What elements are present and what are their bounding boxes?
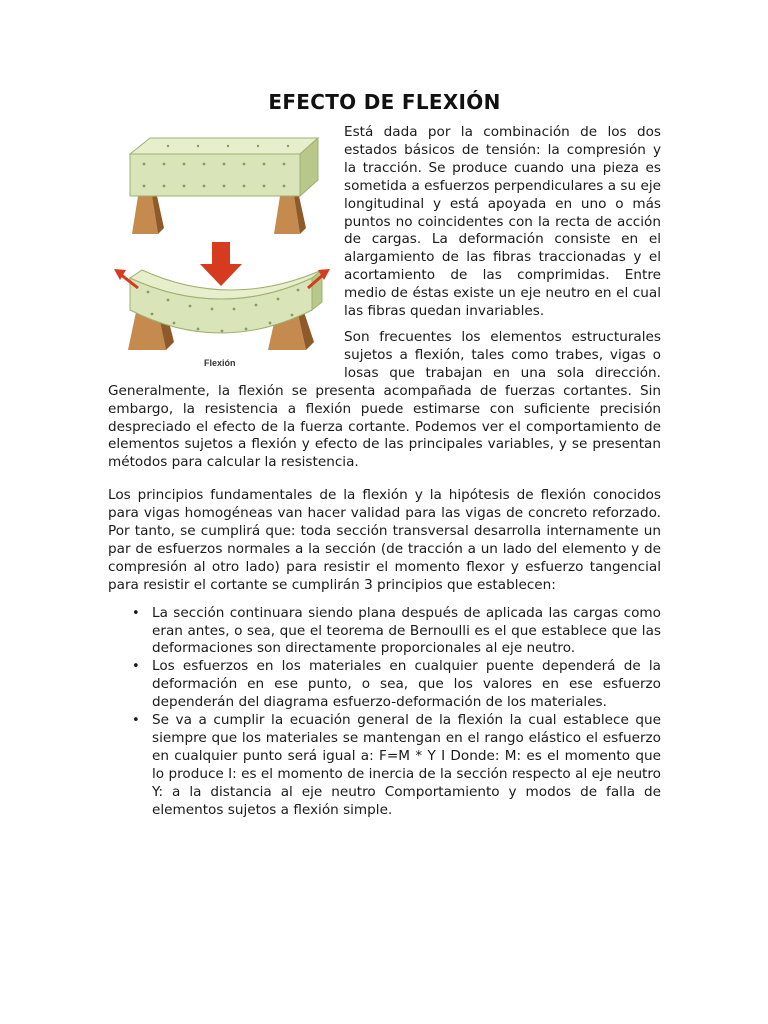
beam-straight-front-face	[130, 154, 300, 196]
figure-caption: Flexión	[204, 358, 236, 368]
list-item	[132, 712, 661, 819]
paragraph-2: Son frecuentes los elementos estructurales sujetos a flexión, tales como trabes, vigas o losas que trabajan en una sola dirección. Generalmente, la flexión se presenta acompañada de fuerzas cortantes. Sin embargo, la resistencia a flexión puede estimarse con suficiente precisión despreciado el efecto de la fuerza cortante. Podemos ver el comportamiento de elementos sujetos a flexión y efecto de las principales variables, y se presentan métodos para calcular la resistencia.	[108, 328, 661, 471]
flexion-diagram	[108, 124, 334, 373]
bullet-icon: •	[132, 605, 140, 621]
document-page	[108, 90, 661, 820]
list-item-text: La sección continuara siendo plana después de aplicada las cargas como eran antes, o sea, que el teorema de Bernoulli es el que establece que las deformaciones son directamente proporcionales al eje neutro.	[152, 604, 661, 657]
beam-straight-top-face	[130, 138, 318, 154]
document-title: EFECTO DE FLEXIÓN	[268, 90, 501, 114]
paragraph-3: Los principios fundamentales de la flexión y la hipótesis de flexión conocidos para vigas homogéneas van hacer validad para las vigas de concreto reforzado. Por tanto, se cumplirá que: toda sección transversal desarrolla internamente un par de esfuerzos normales a la sección (de tracción a un lado del elemento y de compresión al otro lado) para resistir el momento flexor y esfuerzo tangencial para resistir el cortante se cumplirán 3 principios que establecen:	[108, 487, 661, 593]
list-item-text: Los esfuerzos en los materiales en cualquier puente dependerá de la deformación en ese punto, o sea, que los valores en ese esfuerzo dependerán del diagrama esfuerzo-deformación de los materiales.	[152, 658, 661, 711]
list-item	[132, 604, 661, 659]
list-item	[132, 658, 661, 712]
bullet-icon: •	[132, 713, 140, 729]
principles-list	[108, 605, 661, 820]
list-item-text: Se va a cumplir la ecuación general de la flexión la cual establece que siempre que los materiales se mantengan en el rango elástico el esfuerzo en cualquier punto será igual a: F=M * Y I Donde: M: es el momento que lo produce I: es el momento de inercia de la sección respecto al eje neutro Y: a la distancia al eje neutro Comportamiento y modos de falla de elementos sujetos a flexión simple.	[152, 712, 661, 818]
bullet-icon: •	[132, 659, 140, 675]
paragraph-1: Está dada por la combinación de los dos estados básicos de tensión: la compresión y la tracción. Se produce cuando una pieza es sometida a esfuerzos perpendiculares a su eje longitudinal y está apoyada en uno o más puntos no coincidentes con la recta de acción de cargas. La deformación consiste en el alargamiento de las fibras traccionadas y el acortamiento de las comprimidas. Entre medio de éstas existe un eje neutro en el cual las fibras quedan invariables.	[344, 124, 661, 320]
flexion-illustration	[108, 124, 334, 373]
